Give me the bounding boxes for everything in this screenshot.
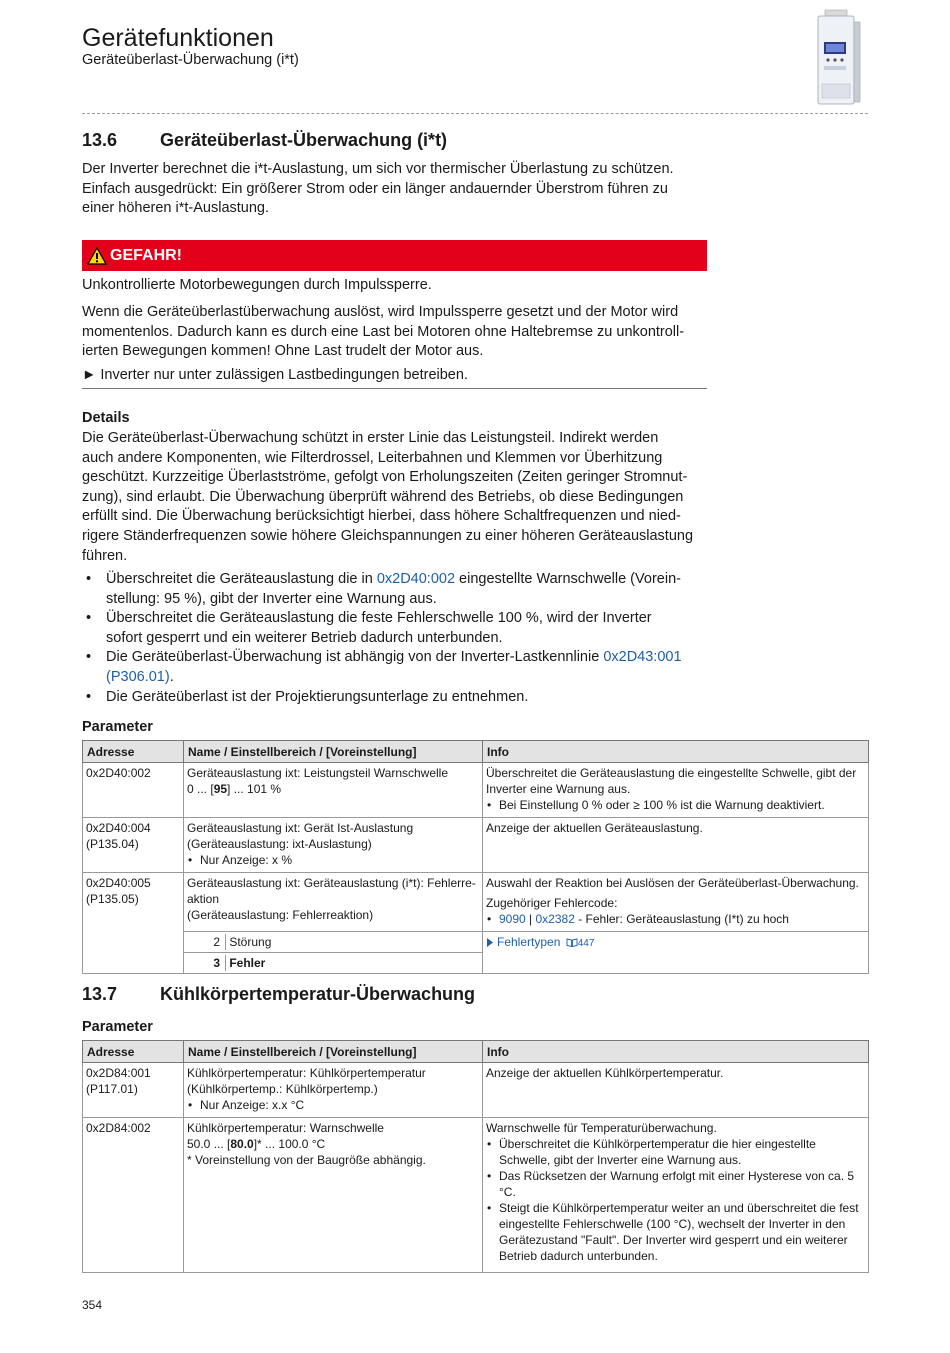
table-row: [83, 1063, 869, 1118]
address-text: 0x2D40:005: [86, 876, 151, 890]
inverter-device-image: [812, 8, 862, 108]
bullet-text: Überschreitet die Geräteauslastung die feste Fehlerschwelle 100 %, wird der Inverter: [106, 610, 652, 627]
table-header-row: [83, 741, 869, 763]
bullet-item: [82, 688, 722, 708]
parameter-heading: Parameter: [82, 1019, 153, 1035]
section-number: 13.6: [82, 130, 118, 150]
info-text: Warnschwelle für Temperaturüberwachung.: [486, 1121, 717, 1135]
col-header-address: Adresse: [83, 741, 184, 763]
danger-line: Wenn die Geräteüberlastüberwachung auslöst, wird Impulssperre gesetzt und der Motor wird: [82, 304, 679, 320]
param-range: 50.0 ... [80.0]* ... 100.0 °C: [187, 1137, 326, 1151]
address-text: 0x2D84:001: [86, 1066, 151, 1080]
cell-option: [184, 953, 483, 974]
param-name: Geräteauslastung ixt: Leistungsteil Warnschwelle: [187, 766, 449, 780]
danger-banner: [82, 240, 707, 271]
address-text: 0x2D40:004: [86, 821, 151, 835]
cell-info: Anzeige der aktuellen Kühlkörpertemperatur.: [483, 1063, 869, 1118]
intro-line: Der Inverter berechnet die i*t-Auslastung, um sich vor thermischer Überlastung zu schützen.: [82, 161, 674, 177]
details-line: erfüllt sind. Die Überwachung berücksichtigt hierbei, dass höhere Schaltfrequenzen und nied-: [82, 508, 681, 525]
book-icon: [566, 938, 578, 947]
info-bullet: • Bei Einstellung 0 % oder ≥ 100 % ist die Warnung deaktiviert.: [486, 797, 865, 813]
option-value: 3: [184, 955, 226, 971]
option-label: Fehler: [229, 956, 266, 970]
parameter-table-2: [82, 1040, 869, 1273]
info-text: Zugehöriger Fehlercode:: [486, 896, 618, 910]
name-bullets: [187, 1097, 479, 1113]
intro-line: einer höheren i*t-Auslastung.: [82, 200, 270, 217]
cell-address: [83, 818, 184, 873]
error-code-link-9090[interactable]: 9090: [499, 912, 526, 926]
info-bullet: • 9090 | 0x2382 - Fehler: Geräteauslastung (I*t) zu hoch: [486, 911, 865, 927]
section-heading-13-7: [82, 984, 475, 1005]
details-heading: Details: [82, 410, 130, 426]
page-number: 354: [82, 1298, 103, 1312]
parameter-table-1: [82, 740, 869, 974]
cell-info: [483, 763, 869, 818]
section-heading-13-6: [82, 130, 447, 151]
danger-body: [82, 303, 712, 362]
header-divider: [82, 113, 868, 114]
danger-divider: [82, 388, 707, 389]
table-header-row: [83, 1041, 869, 1063]
param-range: 0 ... [95] ... 101 %: [187, 782, 282, 796]
page-header-subtitle: Geräteüberlast-Überwachung (i*t): [82, 52, 299, 68]
bullet-text: eingestellte Warnschwelle (Vorein-: [455, 571, 681, 587]
name-bullet: • Nur Anzeige: x %: [187, 852, 479, 868]
link-page-number: 447: [577, 938, 595, 949]
info-text: Auswahl der Reaktion bei Auslösen der Geräteüberlast-Überwachung.: [486, 876, 859, 890]
info-bullets: [486, 797, 865, 813]
triangle-right-icon: [486, 938, 494, 947]
param-short-name: (Geräteauslastung: Fehlerreaktion): [187, 908, 374, 922]
details-line: zung), sind erlaubt. Die Überwachung überprüft während des Betriebs, ob diese Bedingungen: [82, 488, 684, 505]
col-header-info: Info: [483, 741, 869, 763]
param-name: Kühlkörpertemperatur: Warnschwelle: [187, 1121, 384, 1135]
warning-triangle-icon: [87, 247, 107, 265]
table-row: [83, 763, 869, 818]
col-header-info: Info: [483, 1041, 869, 1063]
cell-info: [483, 873, 869, 932]
info-bullet: • Überschreitet die Kühlkörpertemperatur die hier eingestellte Schwelle, gibt der Inverter eine Warnung aus.: [486, 1136, 865, 1168]
bullet-item: [82, 609, 722, 648]
address-code: (P135.05): [86, 892, 139, 906]
cell-address: [83, 873, 184, 974]
bullet-text: .: [169, 668, 174, 685]
cell-option: [184, 932, 483, 953]
bullet-text: Die Geräteüberlast ist der Projektierungsunterlage zu entnehmen.: [106, 688, 529, 705]
parameter-heading: Parameter: [82, 719, 153, 735]
details-line: rigere Ständerfrequenzen sowie höhere Gleichspannungen zu einer höheren Geräteauslastung: [82, 527, 694, 544]
details-line: geschützt. Kurzzeitige Überlastströme, gefolgt von Erholungszeiten (Zeiten geringer Stromnut-: [82, 469, 688, 486]
option-label: Störung: [229, 935, 272, 949]
col-header-address: Adresse: [83, 1041, 184, 1063]
cell-name: [184, 818, 483, 873]
details-line: führen.: [82, 547, 128, 564]
cell-name: [184, 763, 483, 818]
cell-info-link: [483, 932, 869, 974]
info-bullet: • Das Rücksetzen der Warnung erfolgt mit einer Hysterese von ca. 5 °C.: [486, 1168, 865, 1200]
cell-name: [184, 873, 483, 932]
cell-name: [184, 1118, 483, 1273]
details-paragraph: [82, 429, 712, 566]
cell-address: [83, 1063, 184, 1118]
info-text: Überschreitet die Geräteauslastung die eingestellte Schwelle, gibt der Inverter eine Warnung aus.: [486, 766, 857, 796]
cell-info: Anzeige der aktuellen Geräteauslastung.: [483, 818, 869, 873]
fehlertypen-link[interactable]: [486, 935, 594, 949]
param-short-name: (Kühlkörpertemp.: Kühlkörpertemp.): [187, 1082, 378, 1096]
table-row: [83, 873, 869, 932]
cell-info: [483, 1118, 869, 1273]
danger-action: ► Inverter nur unter zulässigen Lastbedingungen betreiben.: [82, 367, 468, 383]
param-name: Kühlkörpertemperatur: Kühlkörpertemperatur: [187, 1066, 426, 1080]
param-name-cont: aktion: [187, 892, 220, 906]
name-bullets: [187, 852, 479, 868]
info-bullet: • Steigt die Kühlkörpertemperatur weiter an und überschreitet die fest eingestellte Fehlerschwelle (100 °C), wechselt der Inverter in den Gerätezustand "Fault". Der Inverter wird gesperrt und ein weiterer Betrieb dadurch unterbunden.: [486, 1200, 865, 1264]
bullet-text: Überschreitet die Geräteauslastung die in: [106, 571, 377, 587]
section-number: 13.7: [82, 984, 118, 1004]
page-header-title: Gerätefunktionen: [82, 24, 274, 52]
cell-address: 0x2D40:002: [83, 763, 184, 818]
param-note: * Voreinstellung von der Baugröße abhängig.: [187, 1153, 426, 1167]
param-short-name: (Geräteauslastung: ixt-Auslastung): [187, 837, 372, 851]
param-link-0x2D43-001[interactable]: 0x2D43:001: [603, 649, 682, 666]
intro-paragraph: [82, 160, 712, 219]
bullet-item: [82, 648, 722, 687]
table-row: [83, 818, 869, 873]
param-link-0x2D40-002[interactable]: 0x2D40:002: [376, 571, 456, 587]
cell-name: [184, 1063, 483, 1118]
bullet-text: sofort gesperrt und ein weiterer Betrieb dadurch unterbunden.: [106, 629, 503, 646]
col-header-name: Name / Einstellbereich / [Voreinstellung]: [184, 741, 483, 763]
table-row-option: [83, 932, 869, 953]
bullet-item: [82, 570, 722, 609]
danger-line: momentenlos. Dadurch kann es durch eine Last bei Motoren ohne Haltebremse zu unkontroll-: [82, 323, 685, 340]
param-name: Geräteauslastung ixt: Gerät Ist-Auslastung: [187, 821, 414, 835]
details-bullet-list: [82, 570, 722, 707]
intro-line: Einfach ausgedrückt: Ein größerer Strom oder ein länger andauernder Überstrom führen zu: [82, 180, 668, 197]
col-header-name: Name / Einstellbereich / [Voreinstellung]: [184, 1041, 483, 1063]
danger-heading: Unkontrollierte Motorbewegungen durch Impulssperre.: [82, 277, 432, 293]
details-line: auch andere Komponenten, wie Filterdrossel, Leiterbahnen und Klemmen vor Überhitzung: [82, 449, 663, 466]
name-bullet: • Nur Anzeige: x.x °C: [187, 1097, 479, 1113]
info-bullets: [486, 911, 865, 927]
danger-line: ierten Bewegungen kommen! Ohne Last trudelt der Motor aus.: [82, 343, 484, 360]
section-title: Kühlkörpertemperatur-Überwachung: [160, 984, 476, 1004]
address-code: (P117.01): [86, 1082, 138, 1096]
section-title: Geräteüberlast-Überwachung (i*t): [160, 130, 448, 150]
info-bullets: [486, 1136, 865, 1264]
param-link-P306-01[interactable]: (P306.01): [106, 668, 170, 685]
link-text: Fehlertypen: [497, 935, 561, 949]
param-name: Geräteauslastung ixt: Geräteauslastung (i*t): Fehlerre-: [187, 876, 476, 890]
table-row: [83, 1118, 869, 1273]
address-code: (P135.04): [86, 837, 139, 851]
option-value: 2: [184, 934, 226, 950]
error-code-link-0x2382[interactable]: 0x2382: [535, 912, 575, 926]
danger-label: GEFAHR!: [110, 247, 182, 264]
cell-address: 0x2D84:002: [83, 1118, 184, 1273]
bullet-text: stellung: 95 %), gibt der Inverter eine Warnung aus.: [106, 590, 437, 607]
details-line: Die Geräteüberlast-Überwachung schützt in erster Linie das Leistungsteil. Indirekt werden: [82, 430, 659, 446]
bullet-text: Die Geräteüberlast-Überwachung ist abhängig von der Inverter-Lastkennlinie: [106, 649, 604, 666]
